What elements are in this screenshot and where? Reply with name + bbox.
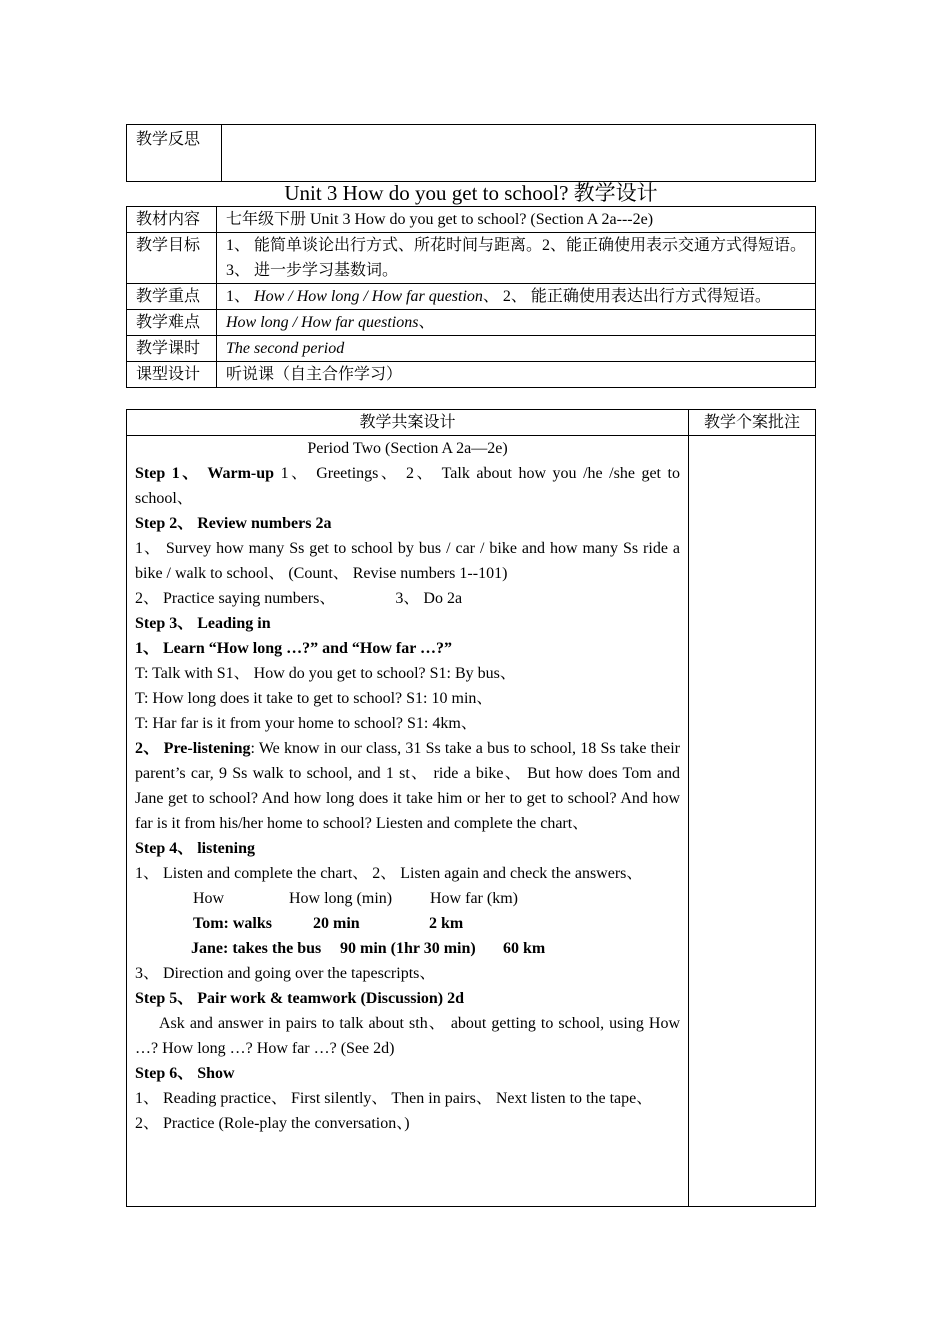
pre-listening-heading: 2、 Pre-listening xyxy=(135,740,251,757)
info-value xyxy=(217,233,816,284)
info-value xyxy=(217,310,816,336)
info-label: 教学难点 xyxy=(127,310,217,336)
focus-prefix: 1、 xyxy=(226,288,255,305)
listening-chart xyxy=(135,886,680,961)
pre-listening xyxy=(135,736,680,836)
reflection-table xyxy=(126,124,816,182)
chart-cell: 90 min (1hr 30 min) xyxy=(340,940,476,957)
chart-header: How xyxy=(193,890,225,907)
info-label: 课型设计 xyxy=(127,362,217,388)
step4-heading: Step 4、 listening xyxy=(135,840,256,857)
focus-italic: How / How long / How far question xyxy=(254,288,483,305)
step6-line: 1、 Reading practice、 First silently、 Then in pairs、 Next listen to the tape、 xyxy=(135,1090,653,1107)
period-title: Period Two (Section A 2a—2e) xyxy=(307,440,508,457)
info-table xyxy=(126,206,816,388)
plan-body xyxy=(127,436,689,1207)
step5-heading: Step 5、 Pair work & teamwork (Discussion) 2d xyxy=(135,990,465,1007)
plan-header-main: 教学共案设计 xyxy=(127,410,689,436)
step2-item: 3、 Do 2a xyxy=(395,590,463,607)
chart-cell: 20 min xyxy=(313,915,360,932)
dialogue-line: T: Talk with S1、 How do you get to school? S1: By bus、 xyxy=(135,665,516,682)
step4-line: 3、 Direction and going over the tapescripts、 xyxy=(135,965,436,982)
reflection-label: 教学反思 xyxy=(127,125,222,182)
step6-heading: Step 6、 Show xyxy=(135,1065,235,1082)
step6-line: 2、 Practice (Role-play the conversation、) xyxy=(135,1115,410,1132)
chart-cell: Tom: walks xyxy=(193,915,272,932)
focus-suffix: 、 2、 能正确使用表达出行方式得短语。 xyxy=(482,288,771,305)
reflection-content xyxy=(222,125,816,182)
pre-listening-text: : We know in our class, 31 Ss take a bus to school, 18 Ss take their parent’s car, 9 Ss walk to school, and 1 st、 ride a bike、 But how does Tom and Jane get to school? And how long does it take him or her to get to school? And how far is it from his/her home to school? Liesten and complete the chart、 xyxy=(135,740,680,832)
info-label: 教学重点 xyxy=(127,284,217,310)
step4-line: 1、 Listen and complete the chart、 2、 Listen again and check the answers、 xyxy=(135,865,643,882)
step2-line xyxy=(135,586,680,611)
dialogue-line: T: How long does it take to get to school? S1: 10 min、 xyxy=(135,690,493,707)
goal-line: 1、 能简单谈论出行方式、所花时间与距离。2、能正确使用表示交通方式得短语。 xyxy=(226,237,807,254)
chart-cell: 2 km xyxy=(429,915,464,932)
plan-table xyxy=(126,409,816,1207)
step2-item: 2、 Practice saying numbers、 xyxy=(135,590,336,607)
info-row-goals xyxy=(127,233,816,284)
chart-header: How long (min) xyxy=(289,890,393,907)
difficulty-tail: 、 xyxy=(418,314,435,331)
info-value: The second period xyxy=(217,336,816,362)
info-row-period xyxy=(127,336,816,362)
plan-header-notes: 教学个案批注 xyxy=(689,410,816,436)
step1 xyxy=(135,461,680,511)
document-title: Unit 3 How do you get to school? 教学设计 xyxy=(284,181,658,205)
step3-subheading: 1、 Learn “How long …?” and “How far …?” xyxy=(135,640,453,657)
info-value: 七年级下册 Unit 3 How do you get to school? (Section A 2a---2e) xyxy=(217,207,816,233)
step1-heading: Step 1、 Warm-up xyxy=(135,465,275,482)
step5-text: Ask and answer in pairs to talk about sth、 about getting to school, using How …? How long …? How far …? (See 2d) xyxy=(135,1015,680,1057)
info-row-difficulty xyxy=(127,310,816,336)
plan-notes-cell xyxy=(689,436,816,1207)
chart-cell: Jane: takes the bus xyxy=(191,940,322,957)
info-value xyxy=(217,284,816,310)
step1-text: 1、 Greetings、 2、 Talk about how you /he /she get to school、 xyxy=(135,465,680,507)
info-label: 教学课时 xyxy=(127,336,217,362)
chart-row xyxy=(191,936,680,961)
goal-line: 3、 进一步学习基数词。 xyxy=(226,262,399,279)
chart-cell: 60 km xyxy=(503,940,546,957)
chart-header: How far (km) xyxy=(430,890,518,907)
difficulty-text: How long / How far questions xyxy=(226,314,419,331)
step2-heading: Step 2、 Review numbers 2a xyxy=(135,515,332,532)
chart-header-row xyxy=(193,886,680,911)
info-value: 听说课（自主合作学习） xyxy=(217,362,816,388)
step3-heading: Step 3、 Leading in xyxy=(135,615,271,632)
info-label: 教学目标 xyxy=(127,233,217,284)
info-row-content xyxy=(127,207,816,233)
info-label: 教材内容 xyxy=(127,207,217,233)
info-row-focus xyxy=(127,284,816,310)
dialogue-line: T: Har far is it from your home to school? S1: 4km、 xyxy=(135,715,477,732)
chart-row xyxy=(193,911,680,936)
info-row-type xyxy=(127,362,816,388)
step2-line: 1、 Survey how many Ss get to school by bus / car / bike and how many Ss ride a bike / walk to school、 (Count、 Revise numbers 1--101) xyxy=(135,540,680,582)
